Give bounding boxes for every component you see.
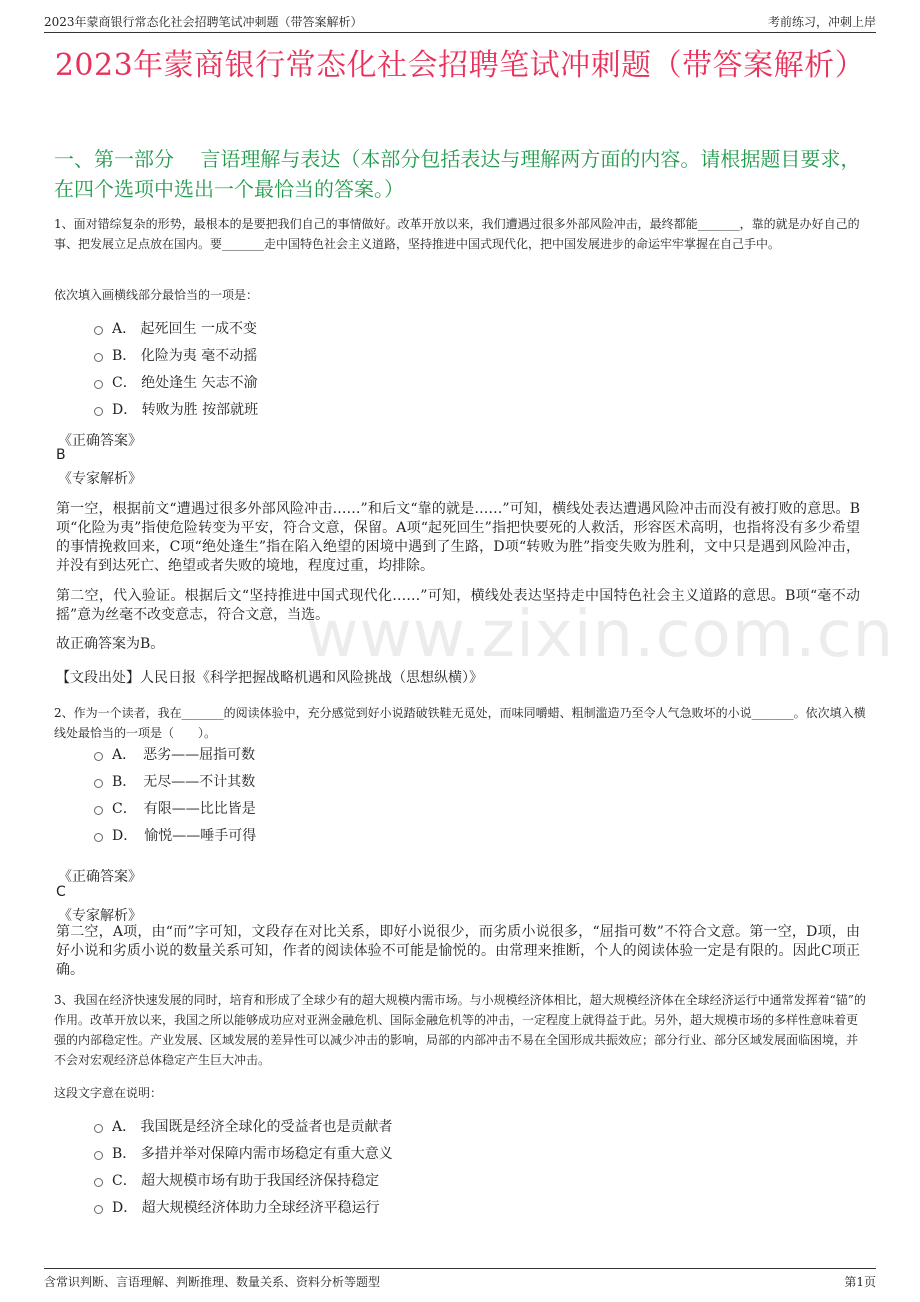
question-3-stem: 3、我国在经济快速发展的同时，培育和形成了全球少有的超大规模内需市场。与小规模经济体相比，超大规模经济体在全球经济运行中通常发挥着“锚”的作用。改革开放以来，我国之所以能够成功应对亚洲金融危机、国际金融危机等的冲击，一定程度上就得益于此。另外，超大规模市场的多样性意味着更强的内部稳定性。产业发展、区域发展的差异性可以减少冲击的影响，局部的内部冲击不易在全国形成共振效应；部分行业、部分区域发展面临困境，并不会对宏观经济总体稳定产生巨大冲击。 bbox=[54, 993, 866, 1067]
radio-icon[interactable] bbox=[94, 833, 103, 842]
radio-icon[interactable] bbox=[94, 752, 103, 761]
header-slogan: 考前练习，冲刺上岸 bbox=[767, 15, 876, 29]
question-2-option-a[interactable]: A． 恶劣——屈指可数 bbox=[94, 740, 256, 767]
radio-icon[interactable] bbox=[94, 1178, 103, 1187]
page-title: 2023年蒙商银行常态化社会招聘笔试冲刺题（带答案解析） bbox=[54, 48, 866, 83]
page-footer bbox=[44, 1268, 876, 1291]
question-3-option-d[interactable]: D． 超大规模经济体助力全球经济平稳运行 bbox=[94, 1193, 393, 1220]
question-1-answer-label: 《正确答案》 bbox=[58, 433, 142, 449]
question-3-option-b[interactable]: B． 多措并举对保障内需市场稳定有重大意义 bbox=[94, 1139, 393, 1166]
question-2-options bbox=[94, 740, 256, 848]
question-2-option-d[interactable]: D． 愉悦——唾手可得 bbox=[94, 821, 256, 848]
question-3-options bbox=[94, 1112, 393, 1220]
footer-note: 含常识判断、言语理解、判断推理、数量关系、资料分析等题型 bbox=[44, 1275, 381, 1289]
radio-icon[interactable] bbox=[94, 806, 103, 815]
question-2-option-c[interactable]: C． 有限——比比皆是 bbox=[94, 794, 256, 821]
question-3-prompt: 这段文字意在说明： bbox=[54, 1086, 163, 1100]
radio-icon[interactable] bbox=[94, 380, 103, 389]
question-1-option-a[interactable]: A． 起死回生 一成不变 bbox=[94, 314, 258, 341]
header-doc-title: 2023年蒙商银行常态化社会招聘笔试冲刺题（带答案解析） bbox=[44, 15, 363, 29]
question-2-answer-label: 《正确答案》 bbox=[58, 869, 142, 885]
question-2-answer: C bbox=[56, 884, 66, 900]
question-1-option-d[interactable]: D． 转败为胜 按部就班 bbox=[94, 395, 258, 422]
question-1-stem: 1、面对错综复杂的形势，最根本的是要把我们自己的事情做好。改革开放以来，我们遭遇过很多外部风险冲击，最终都能_______，靠的就是办好自己的事、把发展立足点放在国内。要_______走中国特色社会主义道路，坚持推进中国式现代化，把中国发展进步的命运牢牢掌握在自己手中。 bbox=[54, 217, 860, 251]
question-1-options bbox=[94, 314, 258, 422]
radio-icon[interactable] bbox=[94, 1124, 103, 1133]
question-3-option-a[interactable]: A． 我国既是经济全球化的受益者也是贡献者 bbox=[94, 1112, 393, 1139]
section-heading: 一、第一部分 言语理解与表达（本部分包括表达与理解两方面的内容。请根据题目要求，在四个选项中选出一个最恰当的答案。） bbox=[54, 147, 861, 201]
radio-icon[interactable] bbox=[94, 1151, 103, 1160]
radio-icon[interactable] bbox=[94, 353, 103, 362]
question-1-option-c[interactable]: C． 绝处逢生 矢志不渝 bbox=[94, 368, 258, 395]
question-3-option-c[interactable]: C． 超大规模市场有助于我国经济保持稳定 bbox=[94, 1166, 393, 1193]
question-1-analysis-label: 《专家解析》 bbox=[58, 471, 142, 487]
question-2-analysis-label: 《专家解析》 bbox=[58, 908, 142, 924]
radio-icon[interactable] bbox=[94, 407, 103, 416]
question-1-prompt: 依次填入画横线部分最恰当的一项是： bbox=[54, 288, 259, 302]
question-1-analysis-p2: 第二空，代入验证。根据后文“坚持推进中国式现代化……”可知，横线处表达坚持走中国特色社会主义道路的意思。B项“毫不动摇”意为丝毫不改变意志，符合文意，当选。 bbox=[56, 588, 860, 623]
question-2-option-b[interactable]: B． 无尽——不计其数 bbox=[94, 767, 256, 794]
question-1-analysis-p3: 故正确答案为B。 bbox=[56, 636, 165, 652]
question-1-answer: B bbox=[56, 447, 66, 463]
radio-icon[interactable] bbox=[94, 326, 103, 335]
page-header bbox=[44, 10, 876, 33]
question-1-analysis-p1: 第一空，根据前文“遭遇过很多外部风险冲击……”和后文“靠的就是……”可知，横线处表达遭遇风险冲击而没有被打败的意思。B项“化险为夷”指使危险转变为平安，符合文意，保留。A项“起死回生”指把快要死的人救活，形容医术高明，也指将没有多少希望的事情挽救回来，C项“绝处逢生”指在陷入绝望的困境中遇到了生路，D项“转败为胜”指变失败为胜利，文中只是遇到风险冲击，并没有到达死亡、绝望或者失败的境地，程度过重，均排除。 bbox=[56, 501, 860, 574]
question-1-source: 【文段出处】人民日报《科学把握战略机遇和风险挑战（思想纵横）》 bbox=[56, 670, 483, 686]
question-2-stem: 2、作为一个读者，我在_______的阅读体验中，充分感觉到好小说踏破铁鞋无觅处，而味同嚼蜡、粗制滥造乃至令人气急败坏的小说_______。依次填入横线处最恰当的一项是（ ）。 bbox=[54, 706, 866, 740]
question-1-option-b[interactable]: B． 化险为夷 毫不动摇 bbox=[94, 341, 258, 368]
page-number: 第1页 bbox=[844, 1275, 876, 1289]
radio-icon[interactable] bbox=[94, 1205, 103, 1214]
watermark: www.zixin.com.cn bbox=[306, 598, 895, 672]
question-2-analysis: 第二空，A项，由“而”字可知，文段存在对比关系，即好小说很少，而劣质小说很多，“屈指可数”不符合文意。第一空，D项，由好小说和劣质小说的数量关系可知，作者的阅读体验不可能是愉悦的。由常理来推断，个人的阅读体验一定是有限的。因此C项正确。 bbox=[56, 924, 860, 978]
radio-icon[interactable] bbox=[94, 779, 103, 788]
